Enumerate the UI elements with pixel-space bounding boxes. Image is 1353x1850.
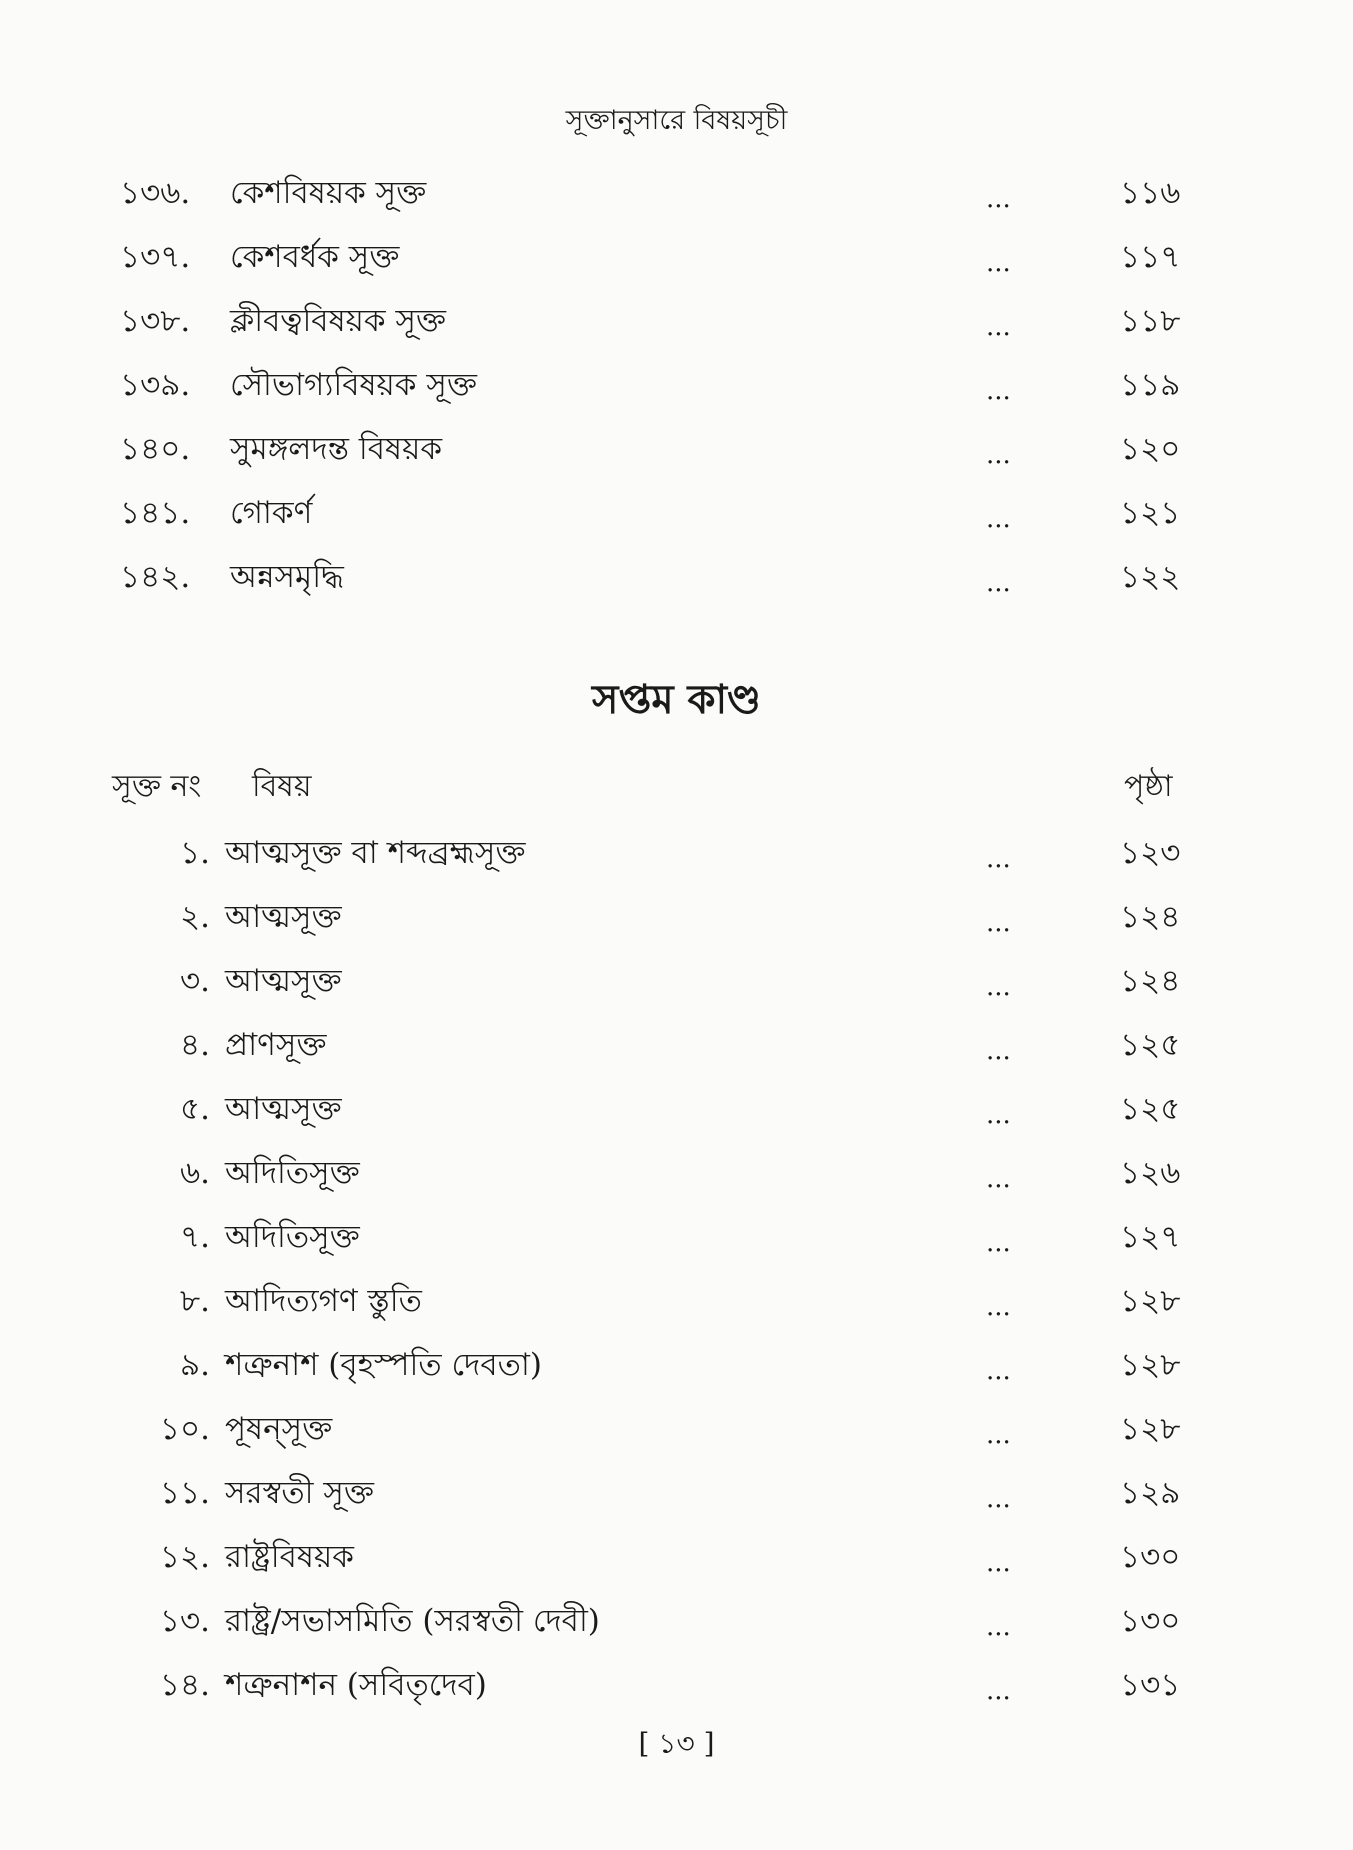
leader-dots: ...: [986, 504, 1011, 534]
leader-dots: ...: [986, 1548, 1011, 1578]
toc-entry: [0, 1276, 1353, 1326]
leader-dots: ...: [986, 1356, 1011, 1386]
entry-number: ১২.: [159, 1539, 210, 1575]
entry-number: ১৩৮.: [120, 303, 191, 339]
entry-number: ৫.: [180, 1091, 210, 1127]
leader-dots: ...: [986, 908, 1011, 938]
entry-page: ১২৮: [1120, 1411, 1181, 1447]
entry-page: ১৩০: [1120, 1539, 1181, 1575]
entry-title: শত্রুনাশন (সবিতৃদেব): [225, 1667, 487, 1703]
entry-title: অদিতিসূক্ত: [225, 1219, 360, 1255]
toc-entry: [0, 1468, 1353, 1518]
entry-number: ১৩৭.: [120, 239, 191, 275]
entry-title: প্রাণসূক্ত: [225, 1027, 327, 1063]
running-header: সূক্তানুসারে বিষয়সূচী: [565, 105, 788, 136]
leader-dots: ...: [986, 844, 1011, 874]
toc-entry: [0, 1660, 1353, 1710]
entry-number: ৪.: [180, 1027, 210, 1063]
entry-title: অদিতিসূক্ত: [225, 1155, 360, 1191]
entry-title: সৌভাগ্যবিষয়ক সূক্ত: [230, 367, 477, 403]
entry-title: ক্লীবত্ববিষয়ক সূক্ত: [230, 303, 447, 339]
leader-dots: ...: [986, 312, 1011, 342]
section-title: সপ্তম কাণ্ড: [592, 676, 761, 723]
entry-number: ৮.: [180, 1283, 210, 1319]
toc-entry: [0, 956, 1353, 1006]
toc-entry: [0, 360, 1353, 410]
leader-dots: ...: [986, 1420, 1011, 1450]
leader-dots: ...: [986, 376, 1011, 406]
entry-number: ৭.: [179, 1219, 210, 1255]
leader-dots: ...: [986, 1676, 1011, 1706]
entry-number: ১৪১.: [120, 495, 191, 531]
entry-page: ১২২: [1120, 559, 1181, 595]
toc-entry: [0, 488, 1353, 538]
entry-title: সরস্বতী সূক্ত: [225, 1475, 374, 1511]
entry-number: ১৩.: [159, 1603, 210, 1639]
entry-title: সুমঙ্গলদন্ত বিষয়ক: [230, 431, 443, 467]
entry-number: ১৪.: [159, 1667, 210, 1703]
toc-entry: [0, 1596, 1353, 1646]
entry-title: আত্মসূক্ত: [225, 963, 342, 999]
entry-page: ১২১: [1120, 495, 1181, 531]
entry-page: ১২৮: [1120, 1347, 1181, 1383]
entry-title: পূষন্‌সূক্ত: [225, 1411, 333, 1447]
entry-number: ১.: [180, 835, 210, 871]
entry-title: কেশবিষয়ক সূক্ত: [230, 175, 427, 211]
toc-entry: [0, 168, 1353, 218]
leader-dots: ...: [986, 1036, 1011, 1066]
leader-dots: ...: [986, 440, 1011, 470]
leader-dots: ...: [986, 1100, 1011, 1130]
entry-page: ১১৭: [1120, 239, 1181, 275]
entry-page: ১১৯: [1120, 367, 1181, 403]
toc-entry: [0, 1020, 1353, 1070]
leader-dots: ...: [986, 248, 1011, 278]
toc-entry: [0, 1404, 1353, 1454]
entry-page: ১২৯: [1120, 1475, 1181, 1511]
toc-entry: [0, 1148, 1353, 1198]
entry-page: ১২৬: [1120, 1155, 1181, 1191]
column-header-number: সূক্ত নং: [112, 769, 202, 804]
leader-dots: ...: [986, 1164, 1011, 1194]
toc-entry: [0, 1212, 1353, 1262]
entry-number: ১৩৯.: [120, 367, 191, 403]
entry-page: ১২৫: [1120, 1027, 1181, 1063]
entry-number: ১৪২.: [120, 559, 191, 595]
toc-entry: [0, 424, 1353, 474]
toc-entry: [0, 828, 1353, 878]
entry-page: ১২৩: [1120, 835, 1181, 871]
entry-number: ১১.: [159, 1475, 210, 1511]
entry-title: আত্মসূক্ত: [225, 1091, 342, 1127]
toc-entry: [0, 296, 1353, 346]
leader-dots: ...: [986, 972, 1011, 1002]
toc-entry: [0, 232, 1353, 282]
entry-number: ২.: [179, 899, 210, 935]
leader-dots: ...: [986, 1612, 1011, 1642]
toc-entry: [0, 552, 1353, 602]
entry-page: ১১৮: [1120, 303, 1181, 339]
entry-page: ১২৮: [1120, 1283, 1181, 1319]
page-number: [ ১৩ ]: [638, 1727, 715, 1760]
entry-number: ৩.: [179, 963, 210, 999]
entry-title: শত্রুনাশ (বৃহস্পতি দেবতা): [225, 1347, 542, 1383]
entry-number: ১৪০.: [120, 431, 191, 467]
entry-title: আত্মসূক্ত বা শব্দব্রহ্মসূক্ত: [225, 835, 526, 871]
column-header-subject: বিষয়: [252, 769, 312, 804]
entry-page: ১২৭: [1120, 1219, 1181, 1255]
entry-title: আদিত্যগণ স্তুতি: [225, 1283, 422, 1319]
toc-entry: [0, 892, 1353, 942]
toc-entry: [0, 1532, 1353, 1582]
entry-title: গোকর্ণ: [230, 495, 313, 531]
toc-entry: [0, 1084, 1353, 1134]
entry-page: ১৩০: [1120, 1603, 1181, 1639]
entry-title: রাষ্ট্র/সভাসমিতি (সরস্বতী দেবী): [225, 1603, 600, 1639]
entry-page: ১২৪: [1120, 963, 1181, 999]
entry-page: ১৩১: [1120, 1667, 1181, 1703]
entry-number: ১০.: [159, 1411, 210, 1447]
leader-dots: ...: [986, 1484, 1011, 1514]
leader-dots: ...: [986, 568, 1011, 598]
toc-entry: [0, 1340, 1353, 1390]
entry-page: ১২০: [1120, 431, 1181, 467]
column-header-page: পৃষ্ঠা: [1124, 769, 1173, 804]
entry-title: অন্নসমৃদ্ধি: [230, 559, 344, 595]
entry-title: রাষ্ট্রবিষয়ক: [225, 1539, 354, 1575]
leader-dots: ...: [986, 184, 1011, 214]
leader-dots: ...: [986, 1228, 1011, 1258]
entry-page: ১২৫: [1120, 1091, 1181, 1127]
entry-number: ৯.: [180, 1347, 210, 1383]
entry-page: ১২৪: [1120, 899, 1181, 935]
entry-page: ১১৬: [1120, 175, 1181, 211]
entry-number: ১৩৬.: [120, 175, 191, 211]
leader-dots: ...: [986, 1292, 1011, 1322]
entry-title: আত্মসূক্ত: [225, 899, 342, 935]
entry-number: ৬.: [179, 1155, 210, 1191]
entry-title: কেশবর্ধক সূক্ত: [230, 239, 400, 275]
